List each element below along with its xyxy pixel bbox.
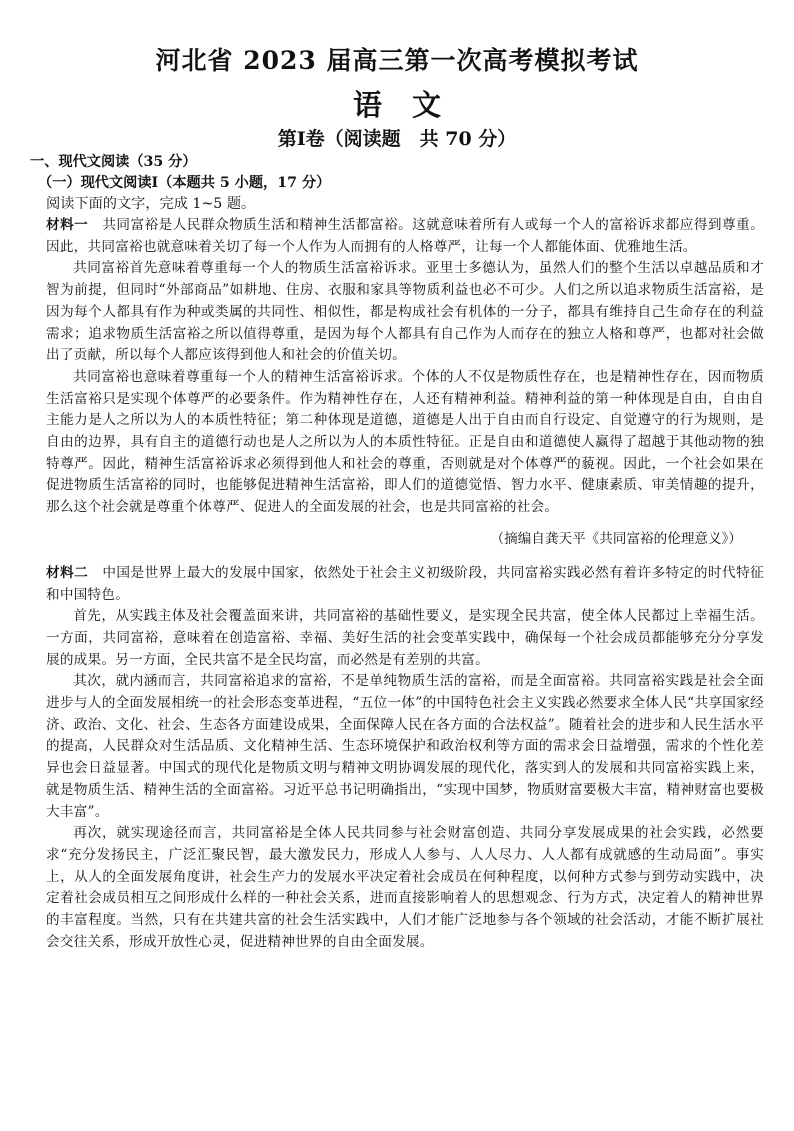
subsection-heading: （一）现代文阅读Ⅰ（本题共 5 小题，17 分） bbox=[38, 175, 331, 191]
material2-paragraph-2: 首先，从实践主体及社会覆盖面来讲，共同富裕的基础性要义，是实现全民共富，使全体人民都过上幸福生活。一方面，共同富裕，意味着在创造富裕、幸福、美好生活的社会变革实践中，确保每一个社会成员都能够充分分享发展的成果。另一方面，全民共富不是全民均富，而必然是有差别的共富。 bbox=[46, 608, 764, 668]
material1-paragraph-3: 共同富裕也意味着尊重每一个人的精神生活富裕诉求。个体的人不仅是物质性存在，也是精神性存在，因而物质生活富裕只是实现个体尊严的必要条件。作为精神性存在，人还有精神利益。精神利益的第一种体现是自由，自由自主能力是人之所以为人的本质性特征；第二种体现是道德，道德是人出于自由而自行设定、自觉遵守的行为规则，是自由的边界，具有自主的道德行动也是人之所以为人的本质性特征。正是自由和道德使人赢得了超越于其他动物的独特尊严。因此，精神生活富裕诉求必须得到他人和社会的尊重，否则就是对个体尊严的藐视。因此，一个社会如果在促进物质生活富裕的同时，也能够促进精神生活富裕，即人们的道德觉悟、智力水平、健康素质、审美情趣的提升，那么这个社会就是尊重个体尊严、促进人的全面发展的社会，也是共同富裕的社会。 bbox=[46, 368, 764, 516]
section-heading: 一、现代文阅读（35 分） bbox=[30, 154, 197, 170]
material2-paragraph-1 bbox=[46, 563, 764, 606]
material1-source: （摘编自龚天平《共同富裕的伦理意义》） bbox=[490, 530, 742, 547]
material1-text-1: 共同富裕是人民群众物质生活和精神生活都富裕。这就意味着所有人或每一个人的富裕诉求都应得到尊重。因此，共同富裕也就意味着关切了每一个人作为人而拥有的人格尊严，让每一个人都能体面、优雅地生活。 bbox=[46, 217, 765, 255]
subject-title: 语文 bbox=[352, 88, 471, 122]
exam-title: 河北省 2023 届高三第一次高考模拟考试 bbox=[155, 46, 639, 75]
reading-instruction: 阅读下面的文字，完成 1~5 题。 bbox=[46, 196, 256, 212]
material2-paragraph-4: 再次，就实现途径而言，共同富裕是全体人民共同参与社会财富创造、共同分享发展成果的社会实践，必然要求“充分发扬民主，广泛汇聚民智，最大激发民力，形成人人参与、人人尽力、人人都有成就感的生动局面”。事实上，从人的全面发展角度讲，社会生产力的发展水平决定着社会成员在何种程度，以何种方式参与到劳动实践中，决定着社会成员相互之间形成什么样的一种社会关系，进而直接影响着人的思想观念、行为方式，决定着人的精神世界的丰富程度。当然，只有在共建共富的社会生活实践中，人们才能广泛地参与各个领域的社会活动，才能不断扩展社会交往关系，形成开放性心灵，促进精神世界的自由全面发展。 bbox=[46, 825, 764, 950]
material1-paragraph-1 bbox=[46, 215, 764, 258]
material2-paragraph-3: 其次，就内涵而言，共同富裕追求的富裕，不是单纯物质生活的富裕，而是全面富裕。共同富裕实践是社会全面进步与人的全面发展相统一的社会形态变革进程，“五位一体”的中国特色社会主义实践必然要求全体人民“共享国家经济、政治、文化、社会、生态各方面建设成果，全面保障人民在各方面的合法权益”。随着社会的进步和人民生活水平的提高，人民群众对生活品质、文化精神生活、生态环境保护和政治权利等方面的需求会日益增强，需求的个性化差异也会日益显著。中国式的现代化是物质文明与精神文明协调发展的现代化，落实到人的发展和共同富裕实践上来，就是物质生活、精神生活的全面富裕。习近平总书记明确指出，“实现中国梦，物质财富要极大丰富，精神财富也要极大丰富”。 bbox=[46, 673, 764, 820]
material1-label: 材料一 bbox=[46, 217, 89, 233]
material2-text-1: 中国是世界上最大的发展中国家，依然处于社会主义初级阶段，共同富裕实践必然有着许多特定的时代特征和中国特色。 bbox=[46, 564, 765, 603]
material1-paragraph-2: 共同富裕首先意味着尊重每一个人的物质生活富裕诉求。亚里士多德认为，虽然人们的整个生活以卓越品质和才智为前提，但同时“外部商品”如耕地、住房、衣服和家具等物质利益也必不可少。人们之所以追求物质生活富裕，是因为每个人都具有作为种或类属的共同性、相似性，都是构成社会有机体的一分子，都具有维持自己生命存在的利益需求；追求物质生活富裕之所以值得尊重，是因为每个人都具有自己作为人而存在的独立人格和尊严，也都对社会做出了贡献，所以每个人都应该得到他人和社会的价值关切。 bbox=[46, 260, 764, 364]
part-title: 第Ⅰ卷（阅读题 共 70 分） bbox=[277, 128, 517, 150]
material2-label: 材料二 bbox=[46, 564, 89, 581]
